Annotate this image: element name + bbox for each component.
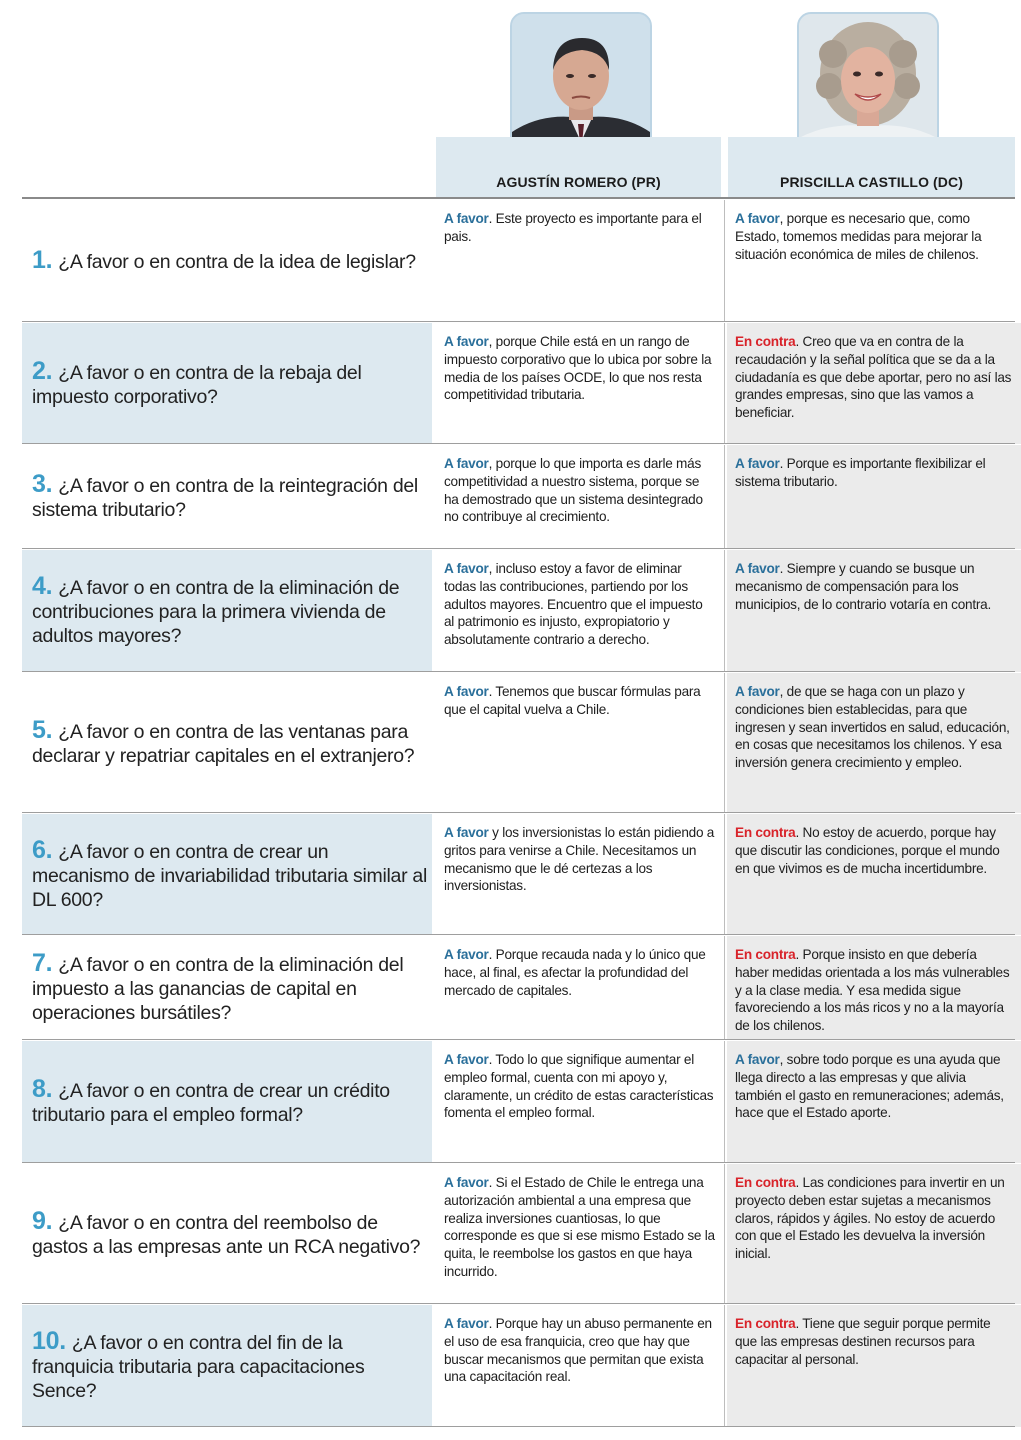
castillo-stance: A favor (735, 684, 780, 699)
question-cell (22, 445, 432, 549)
romero-answer-text: . Porque hay un abuso permanente en el uso de esa franquicia, creo que hay que buscar mecanismos que permitan que exista una capacitación real. (444, 1316, 712, 1385)
romero-answer (436, 1164, 723, 1304)
castillo-answer (727, 673, 1021, 813)
castillo-answer (727, 200, 1021, 322)
romero-answer-text: , incluso estoy a favor de eliminar todas las contribuciones, partiendo por los adultos mayores. Encuentro que el impuesto al patrimonio es injusto, expropiatorio y absolutamente contrario a derecho. (444, 561, 703, 648)
castillo-stance: En contra (735, 1316, 796, 1331)
romero-answer (436, 550, 723, 672)
romero-answer-text: . Si el Estado de Chile le entrega una autorización ambiental a una empresa que realiza inversiones cuantiosas, lo que corresponde es que si ese mismo Estado se la quita, le reembolse los gastos en que haya incurrido. (444, 1175, 715, 1279)
romero-answer (436, 1041, 723, 1163)
column-divider (724, 814, 725, 935)
question-cell (22, 200, 432, 322)
romero-stance: A favor (444, 1316, 489, 1331)
castillo-stance: A favor (735, 561, 780, 576)
question-number: 5. (32, 716, 53, 744)
romero-answer-text: . Porque recauda nada y lo único que hace, al final, es afectar la profundidad del mercado de capitales. (444, 947, 706, 998)
castillo-answer (727, 1305, 1021, 1427)
castillo-answer (727, 445, 1021, 549)
castillo-answer-text: . Tiene que seguir porque permite que las empresas destinen recursos para capacitar al personal. (735, 1316, 991, 1367)
question-text: ¿A favor o en contra de la rebaja del impuesto corporativo? (32, 361, 362, 408)
column-divider (724, 1164, 725, 1304)
castillo-answer-text: . Siempre y cuando se busque un mecanismo de compensación para los municipios, de lo contrario votaría en contra. (735, 561, 991, 612)
castillo-answer-text: . No estoy de acuerdo, porque hay que discutir las condiciones, porque el mundo en que vivimos es de mucha incertidumbre. (735, 825, 1000, 876)
castillo-answer-text: , porque es necesario que, como Estado, tomemos medidas para mejorar la situación económica de miles de chilenos. (735, 211, 982, 262)
romero-answer (436, 445, 723, 549)
question-row-8 (22, 1041, 1021, 1163)
column-divider (724, 550, 725, 672)
romero-answer-text: . Tenemos que buscar fórmulas para que el capital vuelva a Chile. (444, 684, 701, 717)
column-divider (724, 1305, 725, 1427)
column-divider (724, 1041, 725, 1163)
romero-stance: A favor (444, 334, 489, 349)
question-cell (22, 1164, 432, 1304)
romero-answer (436, 936, 723, 1040)
castillo-answer (727, 323, 1021, 444)
castillo-answer (727, 1164, 1021, 1304)
question-text: ¿A favor o en contra de la eliminación del impuesto a las ganancias de capital en operaciones bursátiles? (32, 954, 404, 1024)
romero-stance: A favor (444, 684, 489, 699)
question-text: ¿A favor o en contra de crear un mecanismo de invariabilidad tributaria similar al DL 600? (32, 840, 427, 911)
castillo-answer-text: , de que se haga con un plazo y condiciones bien establecidas, para que ingresen y sean invertidos en salud, educación, en cosas que necesitamos los chilenos. Y esa inversión genera crecimiento y empleo. (735, 684, 1010, 771)
column-divider (724, 673, 725, 813)
romero-stance: A favor (444, 561, 489, 576)
question-number: 2. (32, 356, 53, 385)
question-text: ¿A favor o en contra de las ventanas para declarar y repatriar capitales en el extranjero? (32, 721, 415, 767)
castillo-stance: En contra (735, 1175, 796, 1190)
row-separator (22, 812, 1015, 813)
question-number: 1. (32, 246, 53, 274)
question-cell (22, 550, 432, 672)
romero-answer-text: . Todo lo que signifique aumentar el empleo formal, cuenta con mi apoyo y, claramente, un crédito de estas características fomenta el empleo formal. (444, 1052, 714, 1121)
castillo-answer (727, 814, 1021, 935)
romero-stance: A favor (444, 456, 489, 471)
question-cell (22, 673, 432, 813)
question-row-4 (22, 550, 1021, 672)
romero-name: AGUSTÍN ROMERO (PR) (496, 174, 661, 190)
question-row-3 (22, 445, 1021, 549)
castillo-answer-text: . Las condiciones para invertir en un proyecto deben estar sujetas a mecanismos claros, rápidos y ágiles. No estoy de acuerdo con que el Estado les devuelva la inversión inicial. (735, 1175, 1005, 1262)
column-divider (724, 200, 725, 322)
question-number: 8. (32, 1075, 53, 1103)
romero-stance: A favor (444, 1052, 489, 1067)
question-number: 7. (32, 949, 53, 977)
romero-answer (436, 323, 723, 444)
romero-answer-text: . Este proyecto es importante para el pais. (444, 211, 702, 244)
romero-answer (436, 200, 723, 322)
question-cell (22, 1041, 432, 1163)
castillo-answer-text: . Porque es importante flexibilizar el sistema tributario. (735, 456, 986, 489)
castillo-name: PRISCILLA CASTILLO (DC) (780, 174, 963, 190)
question-cell (22, 323, 432, 444)
castillo-stance: En contra (735, 947, 796, 962)
question-number: 6. (32, 835, 53, 864)
castillo-stance: En contra (735, 825, 796, 840)
column-divider (724, 445, 725, 549)
row-separator (22, 548, 1015, 549)
romero-answer-text: , porque Chile está en un rango de impuesto corporativo que lo ubica por sobre la media de los países OCDE, lo que nos resta competitividad tributaria. (444, 334, 712, 403)
question-text: ¿A favor o en contra del fin de la franquicia tributaria para capacitaciones Sence? (32, 1332, 365, 1402)
romero-answer-text: y los inversionistas lo están pidiendo a gritos para venirse a Chile. Necesitamos un mecanismo que le dé certezas a los inversionistas. (444, 825, 715, 894)
row-separator (22, 321, 1015, 322)
romero-answer-text: , porque lo que importa es darle más competitividad a nuestro sistema, porque se ha demostrado que un sistema desintegrado no contribuye al crecimiento. (444, 456, 703, 525)
row-separator (22, 671, 1015, 672)
question-number: 4. (32, 572, 53, 600)
column-divider (724, 323, 725, 444)
question-row-5 (22, 673, 1021, 813)
castillo-stance: A favor (735, 456, 780, 471)
question-row-7 (22, 936, 1021, 1040)
castillo-answer (727, 936, 1021, 1040)
question-cell (22, 936, 432, 1040)
castillo-answer (727, 1041, 1021, 1163)
romero-answer (436, 814, 723, 935)
question-number: 10. (32, 1327, 66, 1355)
row-separator (22, 1039, 1015, 1040)
question-text: ¿A favor o en contra del reembolso de gastos a las empresas ante un RCA negativo? (32, 1212, 421, 1258)
castillo-answer (727, 550, 1021, 672)
row-separator (22, 1162, 1015, 1163)
row-separator (22, 1303, 1015, 1304)
question-cell (22, 814, 432, 935)
castillo-answer-text: . Creo que va en contra de la recaudación y la señal política que se da a la ciudadanía es que debe aportar, pero no así las grandes empresas, sino que las vamos a beneficiar. (735, 334, 1012, 421)
castillo-stance: En contra (735, 334, 796, 349)
question-row-2 (22, 323, 1021, 444)
question-text: ¿A favor o en contra de crear un crédito tributario para el empleo formal? (32, 1080, 390, 1126)
castillo-stance: A favor (735, 211, 780, 226)
question-row-10 (22, 1305, 1021, 1427)
question-text: ¿A favor o en contra de la eliminación de contribuciones para la primera vivienda de adultos mayores? (32, 577, 400, 647)
romero-answer (436, 673, 723, 813)
question-text: ¿A favor o en contra de la idea de legislar? (58, 251, 416, 273)
row-separator (22, 934, 1015, 935)
question-row-6 (22, 814, 1021, 935)
castillo-answer-text: , sobre todo porque es una ayuda que llega directo a las empresas y que alivia también el gasto en remuneraciones; además, hace que el Estado aporte. (735, 1052, 1004, 1121)
column-divider (724, 936, 725, 1040)
question-row-9 (22, 1164, 1021, 1304)
question-number: 9. (32, 1207, 53, 1235)
question-row-1 (22, 200, 1021, 322)
question-text: ¿A favor o en contra de la reintegración del sistema tributario? (32, 475, 418, 521)
romero-stance: A favor (444, 825, 489, 840)
question-number: 3. (32, 470, 53, 498)
row-separator (22, 1426, 1015, 1427)
question-cell (22, 1305, 432, 1427)
romero-stance: A favor (444, 211, 489, 226)
castillo-answer-text: . Porque insisto en que debería haber medidas orientada a los más vulnerables y a la clase media. Y esa medida sigue favoreciendo a los más ricos y no a la mayoría de los chilenos. (735, 947, 1010, 1034)
romero-stance: A favor (444, 947, 489, 962)
castillo-stance: A favor (735, 1052, 780, 1067)
romero-stance: A favor (444, 1175, 489, 1190)
row-separator (22, 443, 1015, 444)
romero-answer (436, 1305, 723, 1427)
